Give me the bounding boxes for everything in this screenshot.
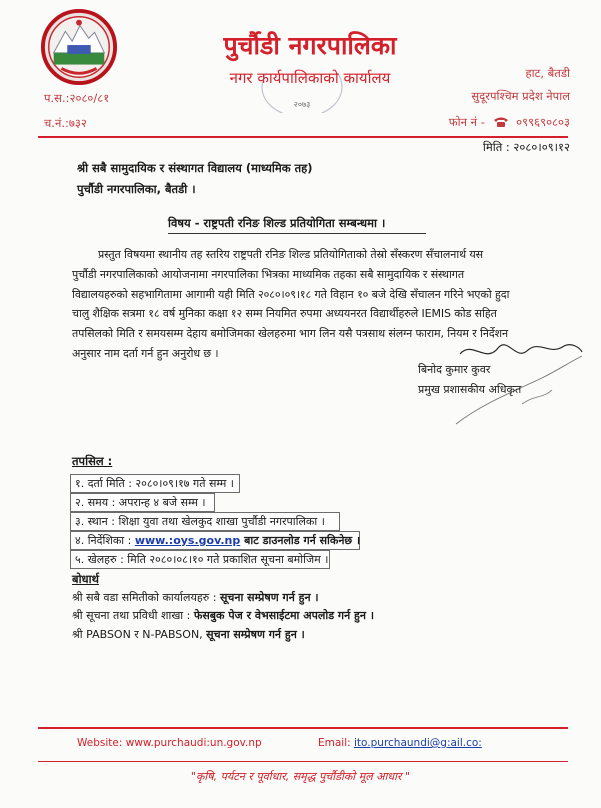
footer-divider-bottom <box>38 761 568 762</box>
schedule-item: २. समय : अपरान्ह ४ बजे सम्म । <box>70 493 215 512</box>
schedule-item: ५. खेलहरु : मिति २०८०।०८।१० गते प्रकाशित सूचना बमोजिम । <box>70 550 330 569</box>
cc-item <box>72 608 374 623</box>
header-divider <box>38 136 568 138</box>
phone-label: फोन नं - <box>448 115 485 129</box>
seal-year: २०७३ <box>293 100 311 109</box>
cc-recipient: श्री PABSON र N-PABSON, <box>72 628 207 641</box>
cc-item <box>72 590 319 605</box>
office-seal-icon <box>257 73 347 113</box>
body-line: पुर्चौडी नगरपालिकाको आयोजनामा नगरपालिका भित्रका माध्यमिक तहका सबै सामुदायिक र संस्थागत <box>72 268 465 281</box>
body-line: चालु शैक्षिक सत्रमा १८ वर्ष मुनिका कक्षा १२ सम्म नियमित रुपमा अध्ययनरत विद्यार्थीहरुले IEMIS कोड सहित <box>72 307 497 320</box>
footer-divider-top <box>38 727 568 729</box>
recipient-line1: श्री सबै सामुदायिक र संस्थागत विद्यालय (माध्यमिक तह) <box>77 161 313 175</box>
reference-cn: च.नं.:७३२ <box>44 116 87 130</box>
phone-number: ०९९६९०८०३ <box>516 115 570 129</box>
cc-recipient: श्री सूचना तथा प्रविधी शाखा : <box>72 609 194 622</box>
cc-instruction: फेसबुक पेज र वेभसाईटमा अपलोड गर्न हुन । <box>193 609 374 622</box>
body-line: अनुसार नाम दर्ता गर्न हुन अनुरोध छ । <box>72 347 219 360</box>
address-line1: हाट, बैतडी <box>525 66 570 80</box>
guideline-suffix: बाट डाउनलोड गर्न सकिनेछ । <box>240 534 361 547</box>
cc-heading: बोधार्थ <box>72 572 99 586</box>
schedule-item: ३. स्थान : शिक्षा युवा तथा खेलकुद शाखा पुर्चौडी नगरपालिका । <box>70 512 340 531</box>
office-subtitle: नगर कार्यपालिकाको कार्यालय <box>229 69 391 87</box>
municipality-title: पुर्चौडी नगरपालिका <box>223 31 397 60</box>
subject-underline <box>168 233 426 234</box>
signer-name: बिनोद कुमार कुवर <box>418 363 491 376</box>
cc-item <box>72 627 305 642</box>
signer-title: प्रमुख प्रशासकीय अधिकृत <box>418 383 522 396</box>
phone-line <box>449 115 570 130</box>
schedule-item-guideline <box>70 531 360 550</box>
letter-date: मिति : २०८०।०९।१२ <box>482 140 570 154</box>
footer-website[interactable]: Website: www.purchaudi:un.gov.np <box>77 737 262 749</box>
cc-recipient: श्री सबै वडा समितीको कार्यालयहरु : <box>72 591 220 604</box>
nepal-emblem-icon <box>40 8 118 86</box>
footer-email <box>318 737 482 749</box>
guideline-prefix: ४. निर्देशिका : <box>75 534 135 547</box>
telephone-icon <box>493 116 509 128</box>
letter-subject: विषय - राष्ट्रपती रनिङ शिल्ड प्रतियोगिता सम्बन्धमा । <box>168 216 386 230</box>
schedule-heading: तपसिल : <box>72 454 113 468</box>
address-line2: सुदूरपश्चिम प्रदेश नेपाल <box>471 89 570 103</box>
schedule-item: १. दर्ता मिति : २०८०।०९।१७ गते सम्म । <box>70 474 240 493</box>
recipient-line2: पुर्चौडी नगरपालिका, बैतडी । <box>77 182 196 196</box>
footer-slogan: "कृषि, पर्यटन र पूर्वाधार, समृद्ध पुर्चौडीको मूल आधार " <box>190 770 411 783</box>
body-line: तपसिलको मिति र समयसम्म देहाय बमोजिमका खेलहरुमा भाग लिन यसै पत्रसाथ संलग्न फाराम, नियम र निर्देशन <box>72 327 509 340</box>
cc-instruction: सूचना सम्प्रेषण गर्न हुन । <box>219 591 319 604</box>
body-line: विद्यालयहरुको सहभागितामा आगामी यही मिति २०८०।०९।१८ गते विहान १० बजे देखि सँचालन गरिने भएको हुदा <box>72 288 510 301</box>
body-line: प्रस्तुत विषयमा स्थानीय तह स्तरिय राष्ट्रपती रनिङ शिल्ड प्रतियोगिताको तेस्रो सँस्करण सँचालनार्थ यस <box>98 248 484 261</box>
reference-ps: प.स.:२०८०/८१ <box>44 91 110 105</box>
cc-instruction: सूचना सम्प्रेषण गर्न हुन । <box>206 628 305 641</box>
guideline-link[interactable]: www.:oys.gov.np <box>134 534 241 547</box>
email-link[interactable]: ito.purchaundi@g:ail.co: <box>354 737 482 749</box>
email-label: Email: <box>318 737 355 749</box>
